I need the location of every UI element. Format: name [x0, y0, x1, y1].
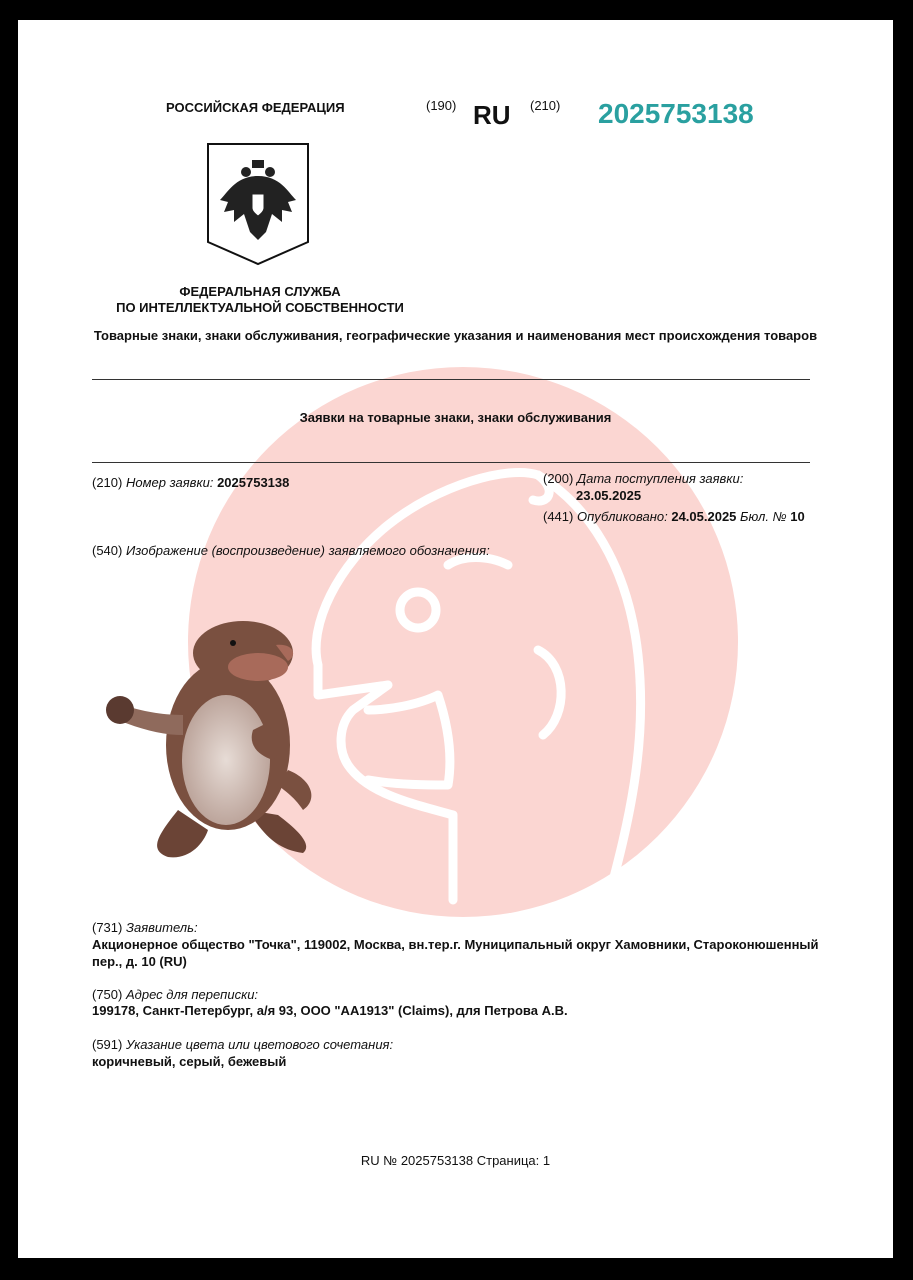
- code: (750): [92, 987, 123, 1002]
- divider-bottom: [92, 462, 810, 463]
- country-code: RU: [473, 100, 511, 130]
- code-190: (190): [426, 98, 457, 113]
- colors-value: коричневый, серый, бежевый: [92, 1054, 287, 1069]
- published-value: 24.05.2025: [671, 509, 737, 524]
- field-filing-date: [543, 471, 743, 486]
- coat-of-arms-icon: [206, 142, 310, 266]
- label: Изображение (воспроизведение) заявляемого обозначения:: [125, 543, 490, 558]
- code: (200): [543, 471, 574, 486]
- field-address-label: [92, 987, 258, 1002]
- document-page: [18, 20, 893, 1258]
- bulletin-label: Бюл. №: [740, 509, 787, 524]
- label: Номер заявки:: [125, 475, 214, 490]
- page-footer: RU № 2025753138 Страница: 1: [360, 1153, 551, 1168]
- agency-line-2: ПО ИНТЕЛЛЕКТУАЛЬНОЙ СОБСТВЕННОСТИ: [116, 300, 404, 315]
- label: Опубликовано:: [576, 509, 668, 524]
- label: Адрес для переписки:: [125, 987, 259, 1002]
- document-subtitle: Товарные знаки, знаки обслуживания, географические указания и наименования мест происхождения товаров: [93, 328, 818, 343]
- application-number-header: 2025753138: [598, 98, 754, 129]
- country-name: РОССИЙСКАЯ ФЕДЕРАЦИЯ: [166, 100, 345, 115]
- value: 2025753138: [217, 475, 290, 490]
- code: (540): [92, 543, 123, 558]
- agency-name: [110, 284, 410, 316]
- section-title: Заявки на товарные знаки, знаки обслуживания: [299, 410, 612, 425]
- field-image: [92, 543, 490, 558]
- label: Дата поступления заявки:: [576, 471, 744, 486]
- filing-date-value: 23.05.2025: [576, 488, 642, 503]
- code: (210): [92, 475, 123, 490]
- field-app-number: [92, 475, 289, 490]
- code: (731): [92, 920, 123, 935]
- divider-top: [92, 379, 810, 380]
- code-210: (210): [530, 98, 561, 113]
- code: (591): [92, 1037, 123, 1052]
- field-colors-label: [92, 1037, 393, 1052]
- label: Заявитель:: [125, 920, 198, 935]
- address-value: 199178, Санкт-Петербург, а/я 93, ООО "АА1913" (Claims), для Петрова А.В.: [92, 1003, 568, 1018]
- field-applicant-label: [92, 920, 198, 935]
- applicant-value: Акционерное общество "Точка", 119002, Москва, вн.тер.г. Муниципальный округ Хамовники, Староконюшенный пер., д. 10 (RU): [92, 937, 819, 969]
- field-published: [543, 509, 805, 524]
- label: Указание цвета или цветового сочетания:: [125, 1037, 394, 1052]
- agency-line-1: ФЕДЕРАЛЬНАЯ СЛУЖБА: [179, 284, 341, 299]
- bulletin-value: 10: [790, 509, 805, 524]
- code: (441): [543, 509, 574, 524]
- platypus-trademark-image: [98, 595, 328, 870]
